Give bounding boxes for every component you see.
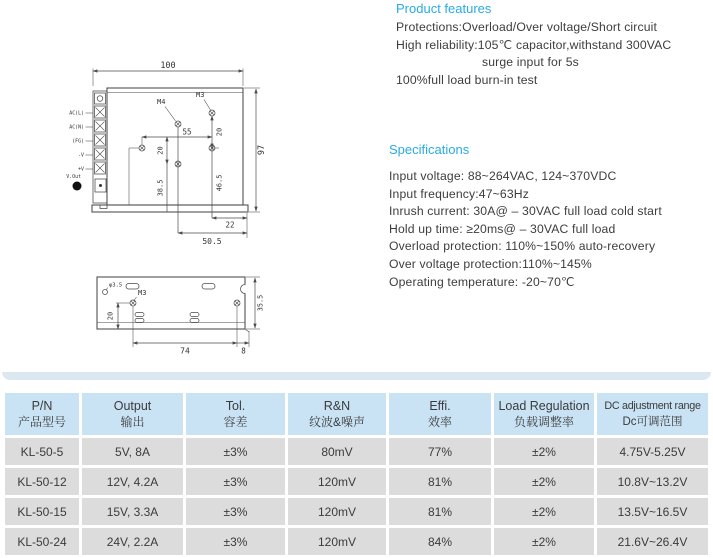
- side-vent-slot-stacks: [135, 313, 199, 323]
- terminal-label-posv: +V: [78, 166, 84, 173]
- strip-hole: [97, 96, 103, 102]
- screw-left: [139, 145, 145, 151]
- col-header-output: [82, 393, 183, 435]
- dim-100-label: 100: [160, 61, 176, 71]
- dim-20-side: [107, 303, 131, 329]
- model-spec-table: [2, 390, 711, 558]
- dim-35-5-label: 35.5: [256, 294, 265, 312]
- col-header-en: Output: [113, 399, 152, 413]
- dim-20-left-label: 20: [156, 146, 165, 155]
- col-header-zh: 纹波&噪声: [308, 415, 365, 429]
- cell-dc-adjust-range: 4.75V-5.25V: [597, 438, 708, 465]
- dim-50-5-label: 50.5: [202, 237, 222, 246]
- col-header-en: Tol.: [225, 399, 246, 413]
- spec-line: Over voltage protection:110%~145%: [389, 256, 592, 271]
- col-header-en: P/N: [31, 399, 53, 413]
- col-header-ripple-noise: [288, 393, 386, 435]
- dim-width-100: [93, 61, 243, 86]
- col-header-en: R&N: [323, 399, 351, 413]
- spec-line: Inrush current: 30A@ – 30VAC full load cold start: [389, 204, 662, 219]
- col-header-load-regulation: [494, 393, 594, 435]
- vadj-knob: [73, 182, 82, 191]
- table-row: [5, 468, 708, 495]
- cell-pn: KL-50-24: [5, 528, 79, 555]
- spec-line: Input frequency:47~63Hz: [389, 186, 529, 201]
- col-header-tolerance: [186, 393, 285, 435]
- table-header-row: [5, 393, 708, 435]
- cell-output: 5V, 8A: [82, 438, 183, 465]
- product-features-section: [396, 1, 671, 89]
- label-hole-dia: φ3.5: [109, 282, 123, 289]
- screw-m3-top: [209, 110, 215, 116]
- dim-35-5: [246, 277, 265, 329]
- terminal-label-acl: AC(L): [69, 110, 84, 117]
- mounting-screws-top-view: [139, 110, 215, 167]
- cell-load-regulation: ±2%: [494, 438, 594, 465]
- col-header-en: Load Regulation: [498, 399, 590, 413]
- terminal-label-vout: V.Out: [66, 174, 81, 180]
- terminal-labels: [66, 111, 93, 181]
- cell-load-regulation: ±2%: [494, 498, 594, 525]
- cell-ripple-noise: 120mV: [288, 498, 386, 525]
- cell-efficiency: 81%: [389, 498, 491, 525]
- dim-height-97: [244, 88, 267, 212]
- spec-line: Overload protection: 110%~150% auto-recovery: [389, 239, 656, 254]
- cell-tolerance: ±3%: [186, 528, 285, 555]
- dim-col-right: [212, 116, 224, 218]
- product-features-heading: Product features: [396, 1, 492, 16]
- cell-tolerance: ±3%: [186, 438, 285, 465]
- dim-50-5: [178, 233, 247, 246]
- cell-output: 12V, 4.2A: [82, 468, 183, 495]
- cell-output: 24V, 2.2A: [82, 528, 183, 555]
- dim-74-label: 74: [180, 346, 190, 356]
- cell-ripple-noise: 120mV: [288, 528, 386, 555]
- cell-efficiency: 84%: [389, 528, 491, 555]
- cell-load-regulation: ±2%: [494, 528, 594, 555]
- terminal-label-acn: AC(N): [69, 124, 84, 131]
- cell-load-regulation: ±2%: [494, 468, 594, 495]
- side-view-drawing: [97, 277, 265, 356]
- dim-46-5-label: 46.5: [215, 174, 224, 192]
- feature-line: High reliability:105℃ capacitor,withstand 300VAC: [396, 37, 672, 52]
- table-row: [5, 438, 708, 465]
- screw-side-left: [130, 300, 136, 306]
- cell-dc-adjust-range: 13.5V~16.5V: [597, 498, 708, 525]
- table-row: [5, 498, 708, 525]
- dim-55: [142, 128, 212, 146]
- dim-20-right-label: 20: [215, 127, 224, 137]
- spec-line: Input voltage: 88~264VAC, 124~370VDC: [389, 169, 617, 183]
- col-header-zh: 产品型号: [17, 415, 66, 429]
- cell-ripple-noise: 120mV: [288, 468, 386, 495]
- col-header-en: Effi.: [429, 399, 451, 413]
- dim-8-label: 8: [241, 346, 246, 356]
- screw-m4: [175, 121, 181, 127]
- panel-bottom-strip: [2, 372, 711, 380]
- label-m3: M3: [196, 91, 205, 99]
- bottom-flange: [92, 205, 248, 212]
- feature-line: 100%full load burn-in test: [396, 72, 538, 87]
- cell-ripple-noise: 80mV: [288, 438, 386, 465]
- spec-line: Operating temperature: -20~70℃: [389, 274, 575, 289]
- col-header-pn: [5, 393, 79, 435]
- cell-efficiency: 77%: [389, 438, 491, 465]
- dim-22: [212, 213, 247, 238]
- col-header-zh: 输出: [120, 415, 145, 429]
- top-view-drawing: [66, 61, 267, 246]
- dim-col-left: [157, 137, 168, 212]
- cell-dc-adjust-range: 21.6V~26.4V: [597, 528, 708, 555]
- terminal-label-fg: (FG): [72, 138, 84, 145]
- mechanical-drawings: [40, 55, 330, 380]
- terminal-block: [95, 106, 106, 174]
- pilot-hole: [103, 290, 108, 295]
- edge-notch: [241, 285, 247, 294]
- cell-tolerance: ±3%: [186, 468, 285, 495]
- table-row: [5, 528, 708, 555]
- terminal-strip: [73, 91, 108, 203]
- cell-dc-adjust-range: 10.8V~13.2V: [597, 468, 708, 495]
- label-m4: M4: [157, 98, 166, 106]
- dim-74-and-8: [133, 307, 249, 356]
- feature-line: surge input for 5s: [482, 55, 579, 70]
- screw-side-right: [234, 300, 240, 306]
- col-header-zh: 效率: [427, 415, 452, 429]
- cell-tolerance: ±3%: [186, 498, 285, 525]
- model-table-section: [2, 372, 711, 558]
- dim-55-label: 55: [182, 127, 192, 137]
- col-header-zh: 负载调整率: [513, 415, 574, 429]
- col-header-zh: 容差: [223, 415, 248, 429]
- col-header-dc-adjust-range: [597, 393, 708, 435]
- label-m3-side: M3: [138, 289, 147, 297]
- cell-output: 15V, 3.3A: [82, 498, 183, 525]
- dim-22-label: 22: [225, 220, 235, 230]
- cell-pn: KL-50-12: [5, 468, 79, 495]
- dim-20-side-label: 20: [106, 311, 115, 321]
- col-header-zh: Dc可调范围: [622, 416, 683, 428]
- col-header-efficiency: [389, 393, 491, 435]
- cell-pn: KL-50-15: [5, 498, 79, 525]
- col-header-en: DC adjustment range: [604, 400, 701, 412]
- cell-efficiency: 81%: [389, 468, 491, 495]
- terminal-label-negv: -V: [78, 152, 84, 159]
- specifications-heading: Specifications: [389, 142, 470, 157]
- dim-ext-left-screw: [129, 148, 139, 205]
- vadj-dot: [99, 184, 102, 187]
- dim-38-5-label: 38.5: [156, 179, 165, 197]
- specifications-section: [389, 142, 662, 291]
- dim-97-label: 97: [257, 144, 267, 156]
- mounting-screws-side-view: [130, 300, 240, 306]
- feature-line: Protections:Overload/Over voltage/Short circuit: [396, 20, 658, 34]
- spec-line: Hold up time: ≥20ms@ – 30VAC full load: [389, 221, 616, 236]
- cell-pn: KL-50-5: [5, 438, 79, 465]
